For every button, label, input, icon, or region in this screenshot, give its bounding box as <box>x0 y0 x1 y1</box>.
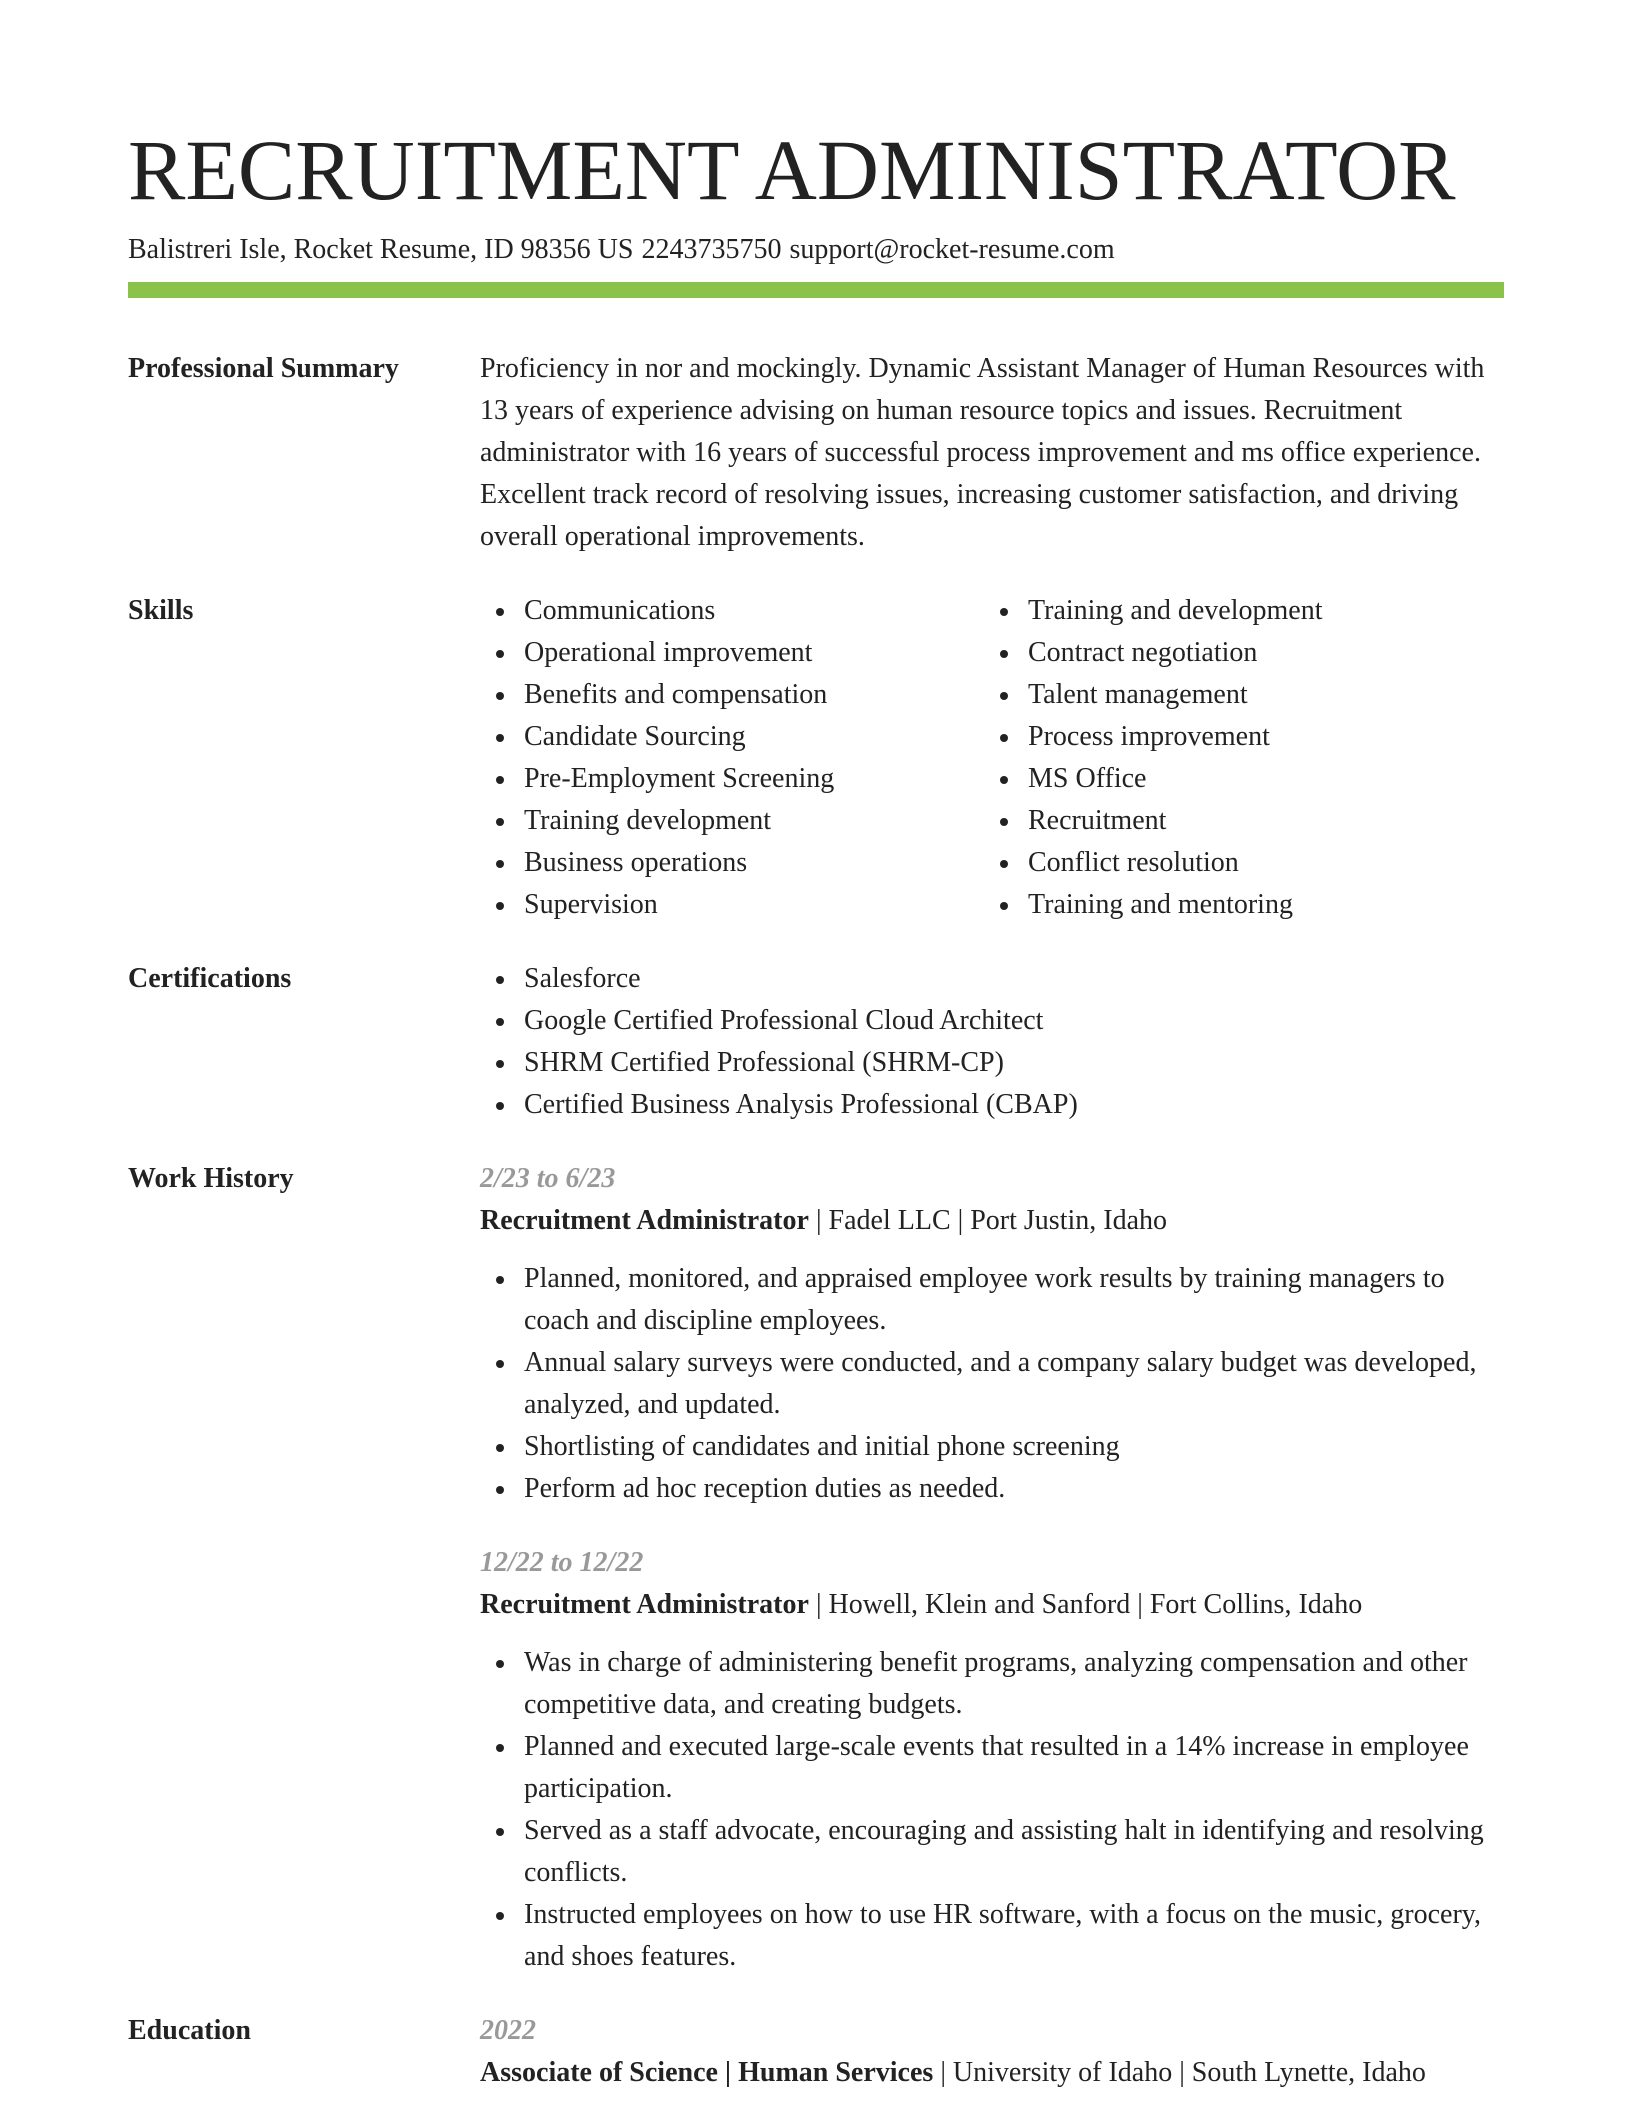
skill-item: Benefits and compensation <box>480 674 984 716</box>
skill-item: Pre-Employment Screening <box>480 758 984 800</box>
education-heading: Education <box>128 2015 251 2046</box>
summary-heading: Professional Summary <box>128 353 399 384</box>
skills-heading: Skills <box>128 595 194 626</box>
skill-item: Process improvement <box>984 716 1488 758</box>
job-duty: Planned and executed large-scale events that resulted in a 14% increase in employee participation. <box>480 1726 1504 1810</box>
job-duty: Was in charge of administering benefit programs, analyzing compensation and other competitive data, and creating budgets. <box>480 1642 1504 1726</box>
skill-item: MS Office <box>984 758 1488 800</box>
skills-list-left <box>480 590 984 926</box>
work-history-body <box>480 1158 1504 1978</box>
skill-item: Communications <box>480 590 984 632</box>
skill-item: Conflict resolution <box>984 842 1488 884</box>
skill-item: Candidate Sourcing <box>480 716 984 758</box>
job-date: 2/23 to 6/23 <box>480 1163 616 1194</box>
header-divider <box>128 282 1504 298</box>
skill-item: Business operations <box>480 842 984 884</box>
resume-title: RECRUITMENT ADMINISTRATOR <box>128 122 1456 218</box>
job-duty: Served as a staff advocate, encouraging and assisting halt in identifying and resolving conflicts. <box>480 1810 1504 1894</box>
skill-item: Recruitment <box>984 800 1488 842</box>
skill-item: Contract negotiation <box>984 632 1488 674</box>
certifications-list <box>480 958 1504 1126</box>
job-duties <box>480 1642 1504 1978</box>
job-duty: Perform ad hoc reception duties as needed. <box>480 1468 1504 1510</box>
job-employer: | Howell, Klein and Sanford | Fort Collins, Idaho <box>808 1589 1363 1620</box>
job-duty: Instructed employees on how to use HR software, with a focus on the music, grocery, and shoes features. <box>480 1894 1504 1978</box>
job-title: Recruitment Administrator <box>480 1589 809 1620</box>
certification-item: SHRM Certified Professional (SHRM-CP) <box>480 1042 1504 1084</box>
education-line <box>480 2052 1504 2094</box>
job-duty: Annual salary surveys were conducted, and a company salary budget was developed, analyzed, and updated. <box>480 1342 1504 1426</box>
contact-email: support@rocket-resume.com <box>789 234 1115 265</box>
job-entry <box>480 1542 1504 1978</box>
education-degree: Associate of Science | Human Services <box>480 2057 934 2088</box>
education-section <box>128 2010 1504 2094</box>
certification-item: Google Certified Professional Cloud Architect <box>480 1000 1504 1042</box>
certifications-heading: Certifications <box>128 963 292 994</box>
job-entry <box>480 1158 1504 1510</box>
education-date: 2022 <box>480 2015 536 2046</box>
job-duty: Planned, monitored, and appraised employee work results by training managers to coach and discipline employees. <box>480 1258 1504 1342</box>
job-employer: | Fadel LLC | Port Justin, Idaho <box>808 1205 1168 1236</box>
job-duty: Shortlisting of candidates and initial phone screening <box>480 1426 1504 1468</box>
education-school: | University of Idaho | South Lynette, Idaho <box>933 2057 1426 2088</box>
certification-item: Salesforce <box>480 958 1504 1000</box>
skill-item: Training and mentoring <box>984 884 1488 926</box>
education-body <box>480 2010 1504 2094</box>
summary-text: Proficiency in nor and mockingly. Dynamic Assistant Manager of Human Resources with 13 years of experience advising on human resource topics and issues. Recruitment administrator with 16 years of successful process improvement and ms office experience. Excellent track record of resolving issues, increasing customer satisfaction, and driving overall operational improvements. <box>480 353 1485 552</box>
job-title-line <box>480 1584 1504 1626</box>
job-title-line <box>480 1200 1504 1242</box>
job-date: 12/22 to 12/22 <box>480 1547 644 1578</box>
contact-phone: 2243735750 <box>641 234 782 265</box>
work-history-heading: Work History <box>128 1163 294 1194</box>
job-title: Recruitment Administrator <box>480 1205 809 1236</box>
resume-page <box>128 0 1504 2094</box>
contact-line <box>128 232 1504 268</box>
summary-section <box>128 348 1504 558</box>
work-history-section <box>128 1158 1504 1978</box>
skills-list-right <box>984 590 1488 926</box>
skills-columns <box>480 590 1504 926</box>
contact-address: Balistreri Isle, Rocket Resume, ID 98356 US <box>128 234 634 265</box>
certifications-section <box>128 958 1504 1126</box>
skill-item: Talent management <box>984 674 1488 716</box>
certifications-body <box>480 958 1504 1126</box>
skill-item: Training development <box>480 800 984 842</box>
skill-item: Operational improvement <box>480 632 984 674</box>
skill-item: Supervision <box>480 884 984 926</box>
skill-item: Training and development <box>984 590 1488 632</box>
certification-item: Certified Business Analysis Professional (CBAP) <box>480 1084 1504 1126</box>
job-duties <box>480 1258 1504 1510</box>
skills-section <box>128 590 1504 926</box>
